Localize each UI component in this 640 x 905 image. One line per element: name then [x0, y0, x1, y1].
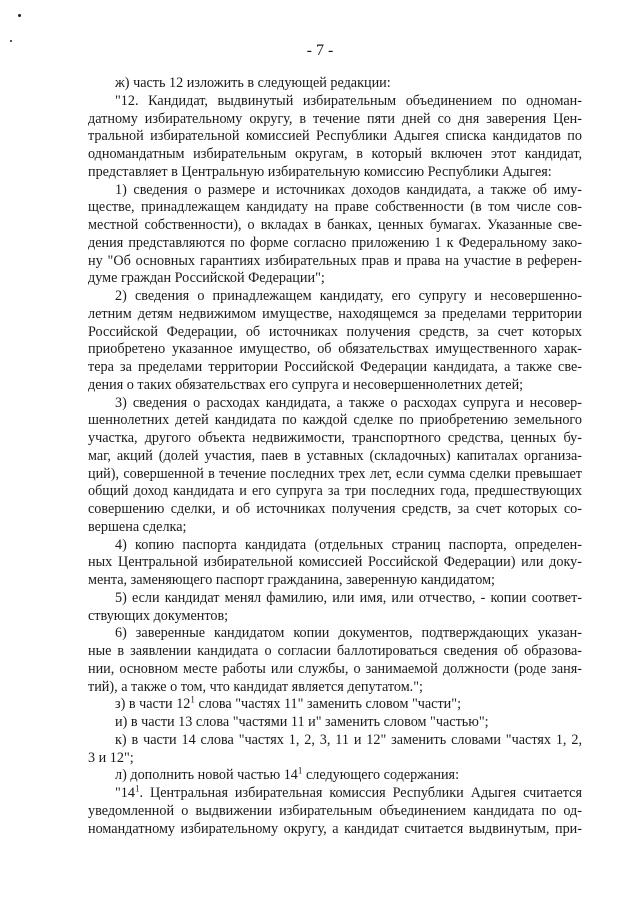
text-segment: ных Центральной избирательной комиссией Российской Федерации) или доку-: [88, 554, 582, 571]
text-segment: уведомленной о выдвижении избирательным объединением кандидата по од-: [88, 802, 582, 819]
text-segment: и) в части 13 слова "частями 11 и" заменить словом "частью";: [115, 714, 489, 730]
text-segment: ну "Об основных гарантиях избирательных прав и права на участие в референ-: [88, 252, 582, 269]
text-segment: местной собственности), о вкладах в банках, ценных бумагах. Указанные све-: [88, 217, 582, 233]
text-line: [88, 448, 582, 466]
text-line: [88, 288, 582, 306]
text-segment: з) в части 12: [115, 696, 191, 713]
text-segment: номандатному избирательному округу, а кандидат считается выдвинутым, при-: [88, 820, 582, 837]
text-line: [88, 821, 582, 839]
text-segment: "14: [115, 785, 135, 801]
text-line: [88, 430, 582, 448]
text-line: [88, 75, 582, 93]
text-segment: приобретено указанное имущество, об обязательствах имущественного харак-: [88, 341, 582, 358]
text-line: [88, 93, 582, 111]
text-line: [88, 146, 582, 164]
text-line: [88, 395, 582, 413]
text-line: [88, 537, 582, 555]
text-line: [88, 625, 582, 643]
text-segment: 3) сведения о расходах кандидата, а также о расходах супруга и несовер-: [115, 394, 582, 411]
text-line: [88, 182, 582, 200]
text-line: [88, 128, 582, 146]
text-segment: слова "частях 11" заменить словом "части";: [194, 696, 462, 713]
text-line: [88, 412, 582, 430]
text-segment: ществе, принадлежащем кандидату на праве собственности (в том числе сов-: [88, 199, 582, 216]
text-line: [88, 324, 582, 342]
text-segment: тральной избирательной комиссией Республики Адыгея списка кандидатов по: [88, 128, 582, 145]
text-segment: 1) сведения о размере и источниках доходов кандидата, а также об иму-: [115, 181, 582, 198]
text-segment: нии, основном месте работы или службы, о занимаемой должности (роде заня-: [88, 660, 582, 677]
text-line: [88, 483, 582, 501]
text-line: [88, 643, 582, 661]
text-line: [88, 679, 582, 697]
text-line: [88, 270, 582, 288]
text-segment: мента, заменяющего паспорт гражданина, заверенную кандидатом;: [88, 572, 495, 588]
text-line: [88, 466, 582, 484]
superscript: 1: [134, 783, 140, 794]
text-segment: следующего содержания:: [302, 767, 460, 784]
text-line: [88, 217, 582, 235]
text-segment: к) в части 14 слова "частях 1, 2, 3, 11 и 12" заменить словами "частях 1, 2,: [115, 731, 582, 748]
text-line: [88, 199, 582, 217]
text-line: [88, 785, 582, 803]
text-segment: л) дополнить новой частью 14: [115, 767, 298, 784]
text-line: [88, 359, 582, 377]
text-segment: участка, другого объекта недвижимости, транспортного средства, ценных бу-: [88, 430, 582, 446]
text-line: [88, 661, 582, 679]
text-segment: дения о таких обязательствах его супруга и несовершеннолетних детей;: [88, 376, 524, 393]
text-segment: ные в заявлении кандидата о согласии баллотироваться сведения об образова-: [88, 643, 582, 659]
text-segment: ций), совершенной в течение последних трех лет, если сумма сделки превышает: [88, 465, 582, 482]
text-segment: 3 и 12";: [88, 749, 134, 766]
text-line: [88, 164, 582, 182]
text-line: [88, 306, 582, 324]
text-segment: 2) сведения о принадлежащем кандидату, его супругу и несовершенно-: [115, 288, 582, 304]
text-segment: ствующих документов;: [88, 607, 229, 624]
text-line: [88, 377, 582, 395]
text-line: [88, 750, 582, 768]
text-segment: тий), а также о том, что кандидат является депутатом.";: [88, 678, 423, 695]
text-line: [88, 590, 582, 608]
text-line: [88, 519, 582, 537]
scan-speck: [18, 14, 21, 17]
text-line: [88, 767, 582, 785]
text-segment: . Центральная избирательная комиссия Республики Адыгея считается: [139, 785, 582, 801]
text-segment: думе граждан Российской Федерации";: [88, 270, 325, 287]
text-segment: тера за пределами территории Российской Федерации кандидата, а также све-: [88, 359, 582, 375]
text-segment: шеннолетних детей кандидата по каждой сделке по приобретению земельного: [88, 412, 582, 429]
text-segment: датному избирательному округу, в течение пяти дней со дня заверения Цен-: [88, 110, 582, 127]
text-line: [88, 714, 582, 732]
text-segment: 5) если кандидат менял фамилию, или имя, или отчество, - копии соответ-: [115, 589, 582, 606]
text-segment: летним детям недвижимом имуществе, находящемся за пределами территории: [88, 305, 582, 322]
text-segment: представляет в Центральную избирательную комиссию Республики Адыгея:: [88, 163, 552, 180]
text-line: [88, 253, 582, 271]
text-line: [88, 803, 582, 821]
text-line: [88, 696, 582, 714]
text-segment: совершению сделки, и об источниках получения средств, за счет которых со-: [88, 501, 582, 517]
text-line: [88, 608, 582, 626]
superscript: 1: [190, 694, 195, 705]
text-line: [88, 341, 582, 359]
text-line: [88, 572, 582, 590]
text-segment: маг, акций (долей участия, паев в уставных (складочных) капиталах организа-: [88, 447, 582, 464]
text-line: [88, 554, 582, 572]
text-segment: вершена сделка;: [88, 518, 187, 535]
text-segment: одномандатным избирательным округам, в который включен этот кандидат,: [88, 146, 582, 162]
superscript: 1: [297, 765, 303, 776]
text-line: [88, 501, 582, 519]
page-number: - 7 -: [306, 42, 334, 59]
text-segment: 6) заверенные кандидатом копии документов, подтверждающих указан-: [115, 625, 582, 642]
text-segment: ж) часть 12 изложить в следующей редакции:: [115, 75, 391, 91]
text-line: [88, 732, 582, 750]
text-segment: "12. Кандидат, выдвинутый избирательным объединением по одноман-: [115, 92, 582, 109]
text-segment: Российской Федерации, об источниках получения средств, за счет которых: [88, 323, 582, 340]
text-line: [88, 111, 582, 129]
text-segment: 4) копию паспорта кандидата (отдельных страниц паспорта, определен-: [115, 536, 582, 553]
text-segment: дения представляются по форме согласно приложению 1 к Федеральному зако-: [88, 234, 582, 251]
text-line: [88, 235, 582, 253]
document-body: [88, 75, 582, 838]
text-segment: общий доход кандидата и его супруга за три последних года, предшествующих: [88, 483, 582, 500]
